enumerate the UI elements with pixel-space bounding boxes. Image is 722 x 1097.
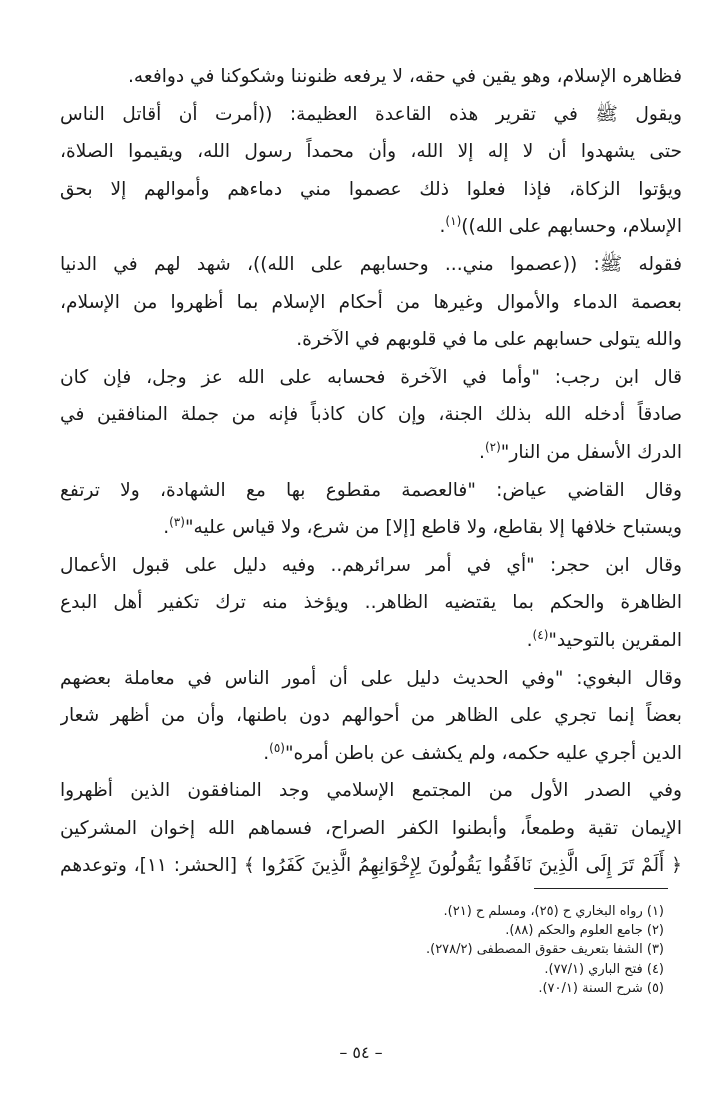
text-line (60, 509, 682, 547)
footnotes (104, 902, 664, 998)
line-text: وقال القاضي عياض: "فالعصمة مقطوع بها مع الشهادة، ولا ترتفع (60, 479, 682, 501)
line-text: الإيمان تقية وطمعاً، وأبطنوا الكفر الصراح، فسماهم الله إخوان المشركين (60, 817, 682, 839)
text-line (60, 810, 682, 848)
line-text: ويؤتوا الزكاة، فإذا فعلوا ذلك عصموا مني دماءهم وأموالهم إلا بحق (60, 178, 682, 200)
line-end-punct: . (163, 517, 170, 539)
line-text: ويستباح خلافها إلا بقاطع، ولا قاطع [إلا] من شرع، ولا قياس عليه" (184, 517, 682, 539)
line-text: وفي الصدر الأول من المجتمع الإسلامي وجد المنافقون الذين أظهروا (60, 780, 682, 802)
text-line (60, 472, 682, 510)
line-text: الدرك الأسفل من النار" (500, 441, 682, 463)
footnote-marker[interactable]: (٥) (269, 740, 285, 755)
line-text: ﴿ أَلَمْ تَرَ إِلَى الَّذِينَ نَافَقُوا يَقُولُونَ لِإِخْوَانِهِمُ الَّذِينَ كَفَرُوا ﴾ [الحشر: ١١]، وتوعدهم (60, 855, 682, 877)
text-line (60, 622, 682, 660)
line-end-punct: . (439, 216, 446, 238)
line-text: فظاهره الإسلام، وهو يقين في حقه، لا يرفعه ظنوننا وشكوكنا في دوافعه. (127, 66, 682, 87)
footnote-item: (١) رواه البخاري ح (٢٥)، ومسلم ح (٢١). (443, 904, 664, 919)
text-line (60, 547, 682, 585)
line-text: صادقاً أدخله الله بذلك الجنة، وإن كان كاذباً فإنه من جملة المنافقين في (60, 404, 682, 426)
line-text: الدين أجري عليه حكمه، ولم يكشف عن باطن أمره" (284, 742, 682, 764)
text-line (60, 208, 682, 246)
line-end-punct: . (526, 629, 533, 651)
line-end-punct: . (479, 441, 485, 463)
line-text: الإسلام، وحسابهم على الله)) (461, 216, 682, 238)
text-line (60, 697, 682, 735)
footnote-marker[interactable]: (٢) (484, 439, 501, 454)
line-text: قال ابن رجب: "وأما في الآخرة فحسابه على الله عز وجل، فإن كان (60, 366, 682, 388)
line-text: والله يتولى حسابهم على ما في قلوبهم في الآخرة. (296, 329, 682, 351)
line-text: وقال ابن حجر: "أي في أمر سرائرهم.. وفيه دليل على قبول الأعمال (60, 554, 682, 576)
text-line (60, 772, 682, 810)
footnote-item: (٣) الشفا بتعريف حقوق المصطفى (٢٧٨/٢). (425, 942, 664, 958)
footnote-separator (534, 888, 668, 889)
page-number: – ٥٤ – (339, 1043, 383, 1062)
footnote-marker[interactable]: (١) (445, 214, 462, 229)
line-text: وقال البغوي: "وفي الحديث دليل على أن أمور الناس في معاملة بعضهم (60, 667, 682, 689)
line-text: بعضاً إنما تجري على الظاهر من أحوالهم دون باطنها، وأن من أظهر شعار (60, 705, 682, 727)
footnote-item: (٥) شرح السنة (٧٠/١). (538, 980, 664, 996)
line-end-punct: . (263, 742, 270, 764)
text-line (60, 96, 682, 134)
line-text: فقوله ﷺ: ((عصموا مني... وحسابهم على الله))، شهد لهم في الدنيا (60, 253, 682, 275)
line-text: حتى يشهدوا أن لا إله إلا الله، وأن محمداً رسول الله، ويقيموا الصلاة، (60, 141, 682, 163)
text-line (60, 133, 682, 171)
footnote-marker[interactable]: (٣) (169, 514, 185, 529)
text-line (60, 58, 682, 96)
text-line (60, 284, 682, 322)
line-text: الظاهرة والحكم بما يقتضيه الظاهر.. ويؤخذ منه ترك تكفير أهل البدع (60, 592, 682, 614)
line-text: المقرين بالتوحيد" (548, 629, 682, 651)
text-line (60, 847, 682, 885)
footnote-item: (٢) جامع العلوم والحكم (٨٨). (505, 923, 664, 939)
main-text (60, 58, 682, 885)
text-line (60, 321, 682, 359)
text-line (60, 434, 682, 472)
line-text: بعصمة الدماء والأموال وغيرها من أحكام الإسلام بما أظهروا من الإسلام، (60, 291, 682, 313)
text-line (60, 660, 682, 698)
line-text: ويقول ﷺ في تقرير هذه القاعدة العظيمة: ((أمرت أن أقاتل الناس (60, 103, 682, 125)
footnote-item: (٤) فتح الباري (٧٧/١). (544, 961, 664, 977)
footnote-marker[interactable]: (٤) (532, 627, 549, 642)
text-line (60, 396, 682, 434)
text-line (60, 171, 682, 209)
text-line (60, 359, 682, 397)
text-line (60, 584, 682, 622)
text-line (60, 735, 682, 773)
text-line (60, 246, 682, 284)
